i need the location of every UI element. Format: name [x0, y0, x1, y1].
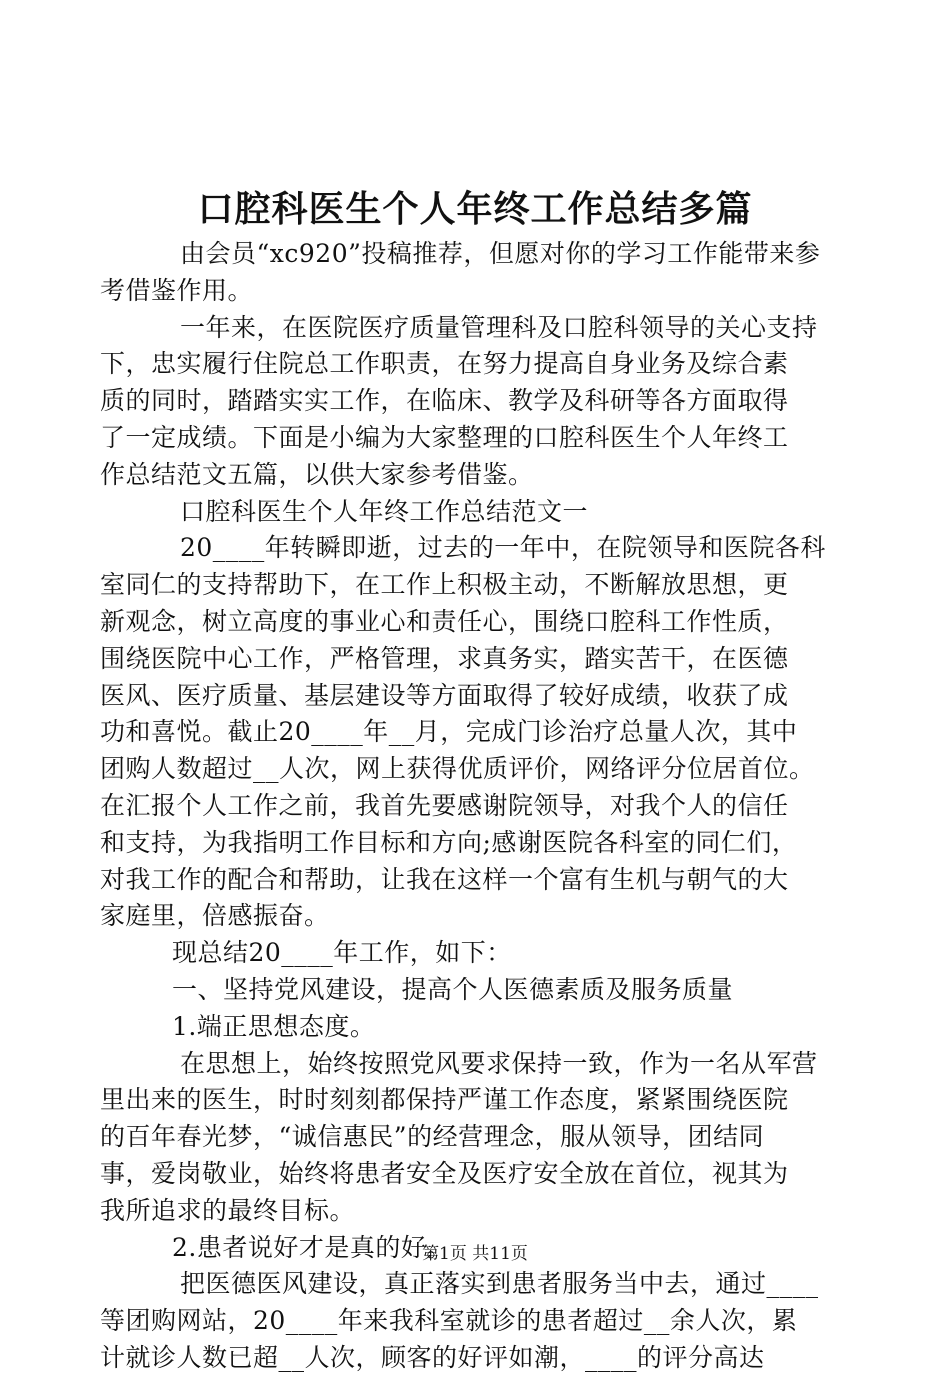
paragraph-line: 质的同时，踏踏实实工作，在临床、教学及科研等各方面取得	[100, 386, 789, 416]
paragraph-line: 医风、医疗质量、基层建设等方面取得了较好成绩，收获了成	[100, 680, 789, 710]
paragraph-line: 等团购网站，20____年来我科室就诊的患者超过__余人次，累	[100, 1306, 798, 1336]
paragraph-line: 室同仁的支持帮助下，在工作上积极主动，不断解放思想，更	[100, 570, 789, 600]
document-body	[100, 236, 860, 1377]
paragraph-line: 一年来，在医院医疗质量管理科及口腔科领导的关心支持	[180, 312, 818, 342]
paragraph-line: 的百年春光梦，“诚信惠民”的经营理念，服从领导，团结同	[100, 1122, 765, 1152]
paragraph-line: 在汇报个人工作之前，我首先要感谢院领导，对我个人的信任	[100, 790, 789, 820]
subsection-heading: 2.患者说好才是真的好。	[172, 1232, 452, 1262]
paragraph-line: 围绕医院中心工作，严格管理，求真务实，踏实苦干，在医德	[100, 643, 789, 673]
paragraph-line: 事，爱岗敬业，始终将患者安全及医疗安全放在首位，视其为	[100, 1158, 789, 1188]
paragraph-line: 下，忠实履行住院总工作职责，在努力提高自身业务及综合素	[100, 349, 789, 379]
paragraph-line: 20____年转瞬即逝，过去的一年中，在院领导和医院各科	[180, 533, 826, 563]
paragraph-line: 计就诊人数已超__人次，顾客的好评如潮，____的评分高达	[100, 1342, 765, 1372]
section-heading: 一、坚持党风建设，提高个人医德素质及服务质量	[172, 974, 734, 1004]
paragraph-line: 把医德医风建设，真正落实到患者服务当中去，通过____	[180, 1269, 819, 1299]
paragraph-line: 考借鉴作用。	[100, 275, 254, 305]
document-title: 口腔科医生个人年终工作总结多篇	[197, 188, 753, 230]
paragraph-line: 家庭里，倍感振奋。	[100, 901, 330, 931]
paragraph-line: 由会员“xc920”投稿推荐，但愿对你的学习工作能带来参	[180, 239, 821, 268]
paragraph-line: 在思想上，始终按照党风要求保持一致，作为一名从军营	[180, 1048, 818, 1078]
paragraph-line: 新观念，树立高度的事业心和责任心，围绕口腔科工作性质，	[100, 606, 789, 636]
paragraph-line: 我所追求的最终目标。	[100, 1195, 356, 1225]
paragraph-line: 作总结范文五篇，以供大家参考借鉴。	[100, 459, 534, 489]
paragraph-line: 里出来的医生，时时刻刻都保持严谨工作态度，紧紧围绕医院	[100, 1085, 789, 1115]
page-footer: 第1页 共11页	[422, 1244, 528, 1264]
paragraph-line: 功和喜悦。截止20____年__月，完成门诊治疗总量人次，其中	[100, 717, 798, 747]
subsection-heading: 1.端正思想态度。	[172, 1011, 376, 1041]
section-heading: 口腔科医生个人年终工作总结范文一	[180, 496, 589, 526]
paragraph-line: 现总结20____年工作，如下：	[172, 938, 512, 968]
paragraph-line: 对我工作的配合和帮助，让我在这样一个富有生机与朝气的大	[100, 864, 789, 894]
paragraph-line: 了一定成绩。下面是小编为大家整理的口腔科医生个人年终工	[100, 422, 789, 452]
paragraph-line: 和支持，为我指明工作目标和方向;感谢医院各科室的同仁们，	[100, 827, 798, 857]
paragraph-line: 团购人数超过__人次，网上获得优质评价，网络评分位居首位。	[100, 754, 815, 784]
